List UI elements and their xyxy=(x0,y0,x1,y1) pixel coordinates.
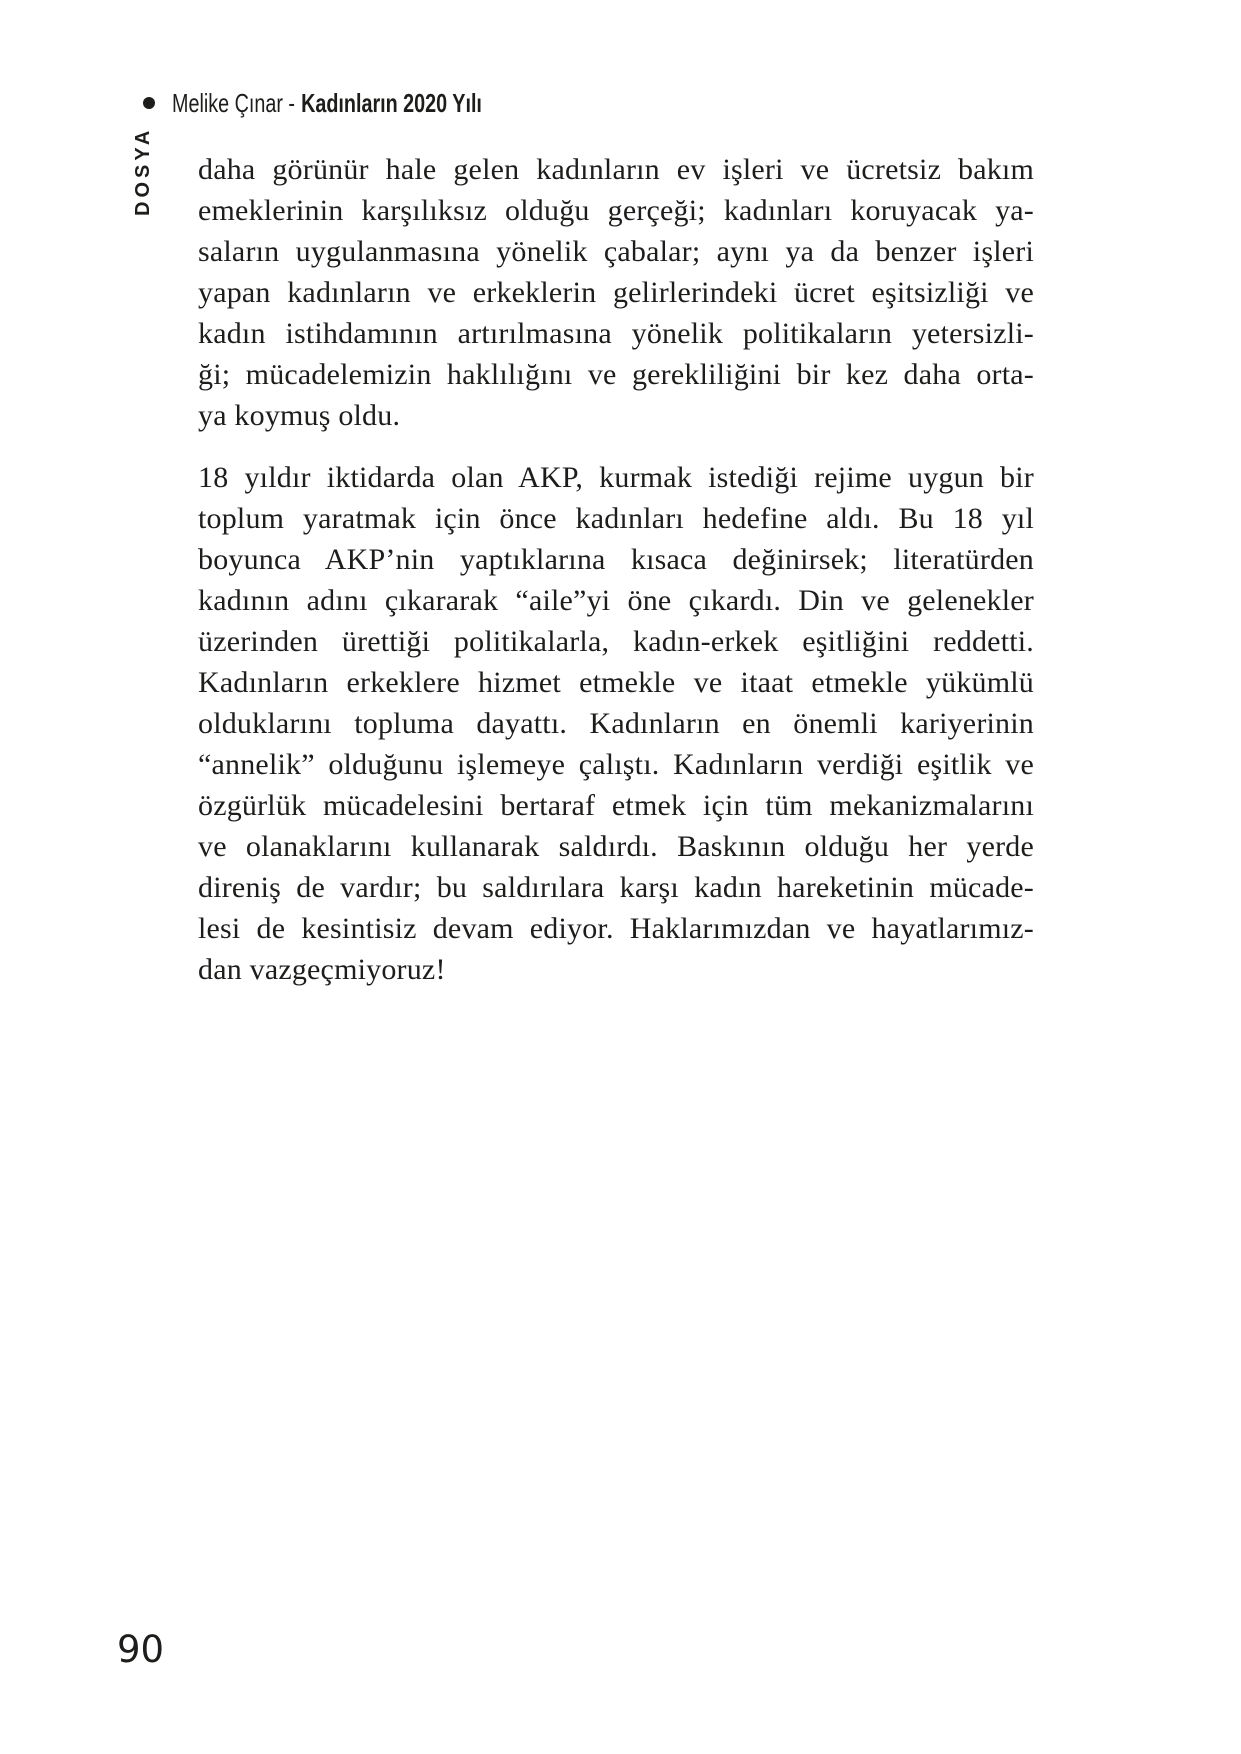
text-line: ya koymuş oldu. xyxy=(198,399,401,432)
text-line: dan vazgeçmiyoruz! xyxy=(198,953,446,986)
article-body xyxy=(198,149,1034,990)
text-line: üzerinden ürettiği politikalarla, kadın-erkek eşitliğini reddetti. xyxy=(198,625,1034,658)
text-line: Kadınların erkeklere hizmet etmekle ve itaat etmekle yükümlü xyxy=(198,666,1034,699)
text-line: kadının adını çıkararak “aile”yi öne çıkardı. Din ve gelenekler xyxy=(198,584,1034,617)
text-line: saların uygulanmasına yönelik çabalar; aynı ya da benzer işleri xyxy=(198,235,1034,268)
text-line: daha görünür hale gelen kadınların ev işleri ve ücretsiz bakım xyxy=(198,153,1034,186)
text-line: lesi de kesintisiz devam ediyor. Haklarımızdan ve hayatlarımız- xyxy=(198,912,1034,945)
text-line: direniş de vardır; bu saldırılara karşı kadın hareketinin mücade- xyxy=(198,871,1034,904)
text-line: emeklerinin karşılıksız olduğu gerçeği; kadınları koruyacak ya- xyxy=(198,194,1034,227)
section-label-dosya: DOSYA xyxy=(132,126,154,216)
text-line: ve olanaklarını kullanarak saldırdı. Baskının olduğu her yerde xyxy=(198,830,1034,863)
paragraph xyxy=(198,149,1034,436)
header-text xyxy=(172,89,482,117)
text-line: boyunca AKP’nin yaptıklarına kısaca değinirsek; literatürden xyxy=(198,543,1034,576)
text-line: toplum yaratmak için önce kadınları hedefine aldı. Bu 18 yıl xyxy=(198,502,1034,535)
text-line: ği; mücadelemizin haklılığını ve gerekliliğini bir kez daha orta- xyxy=(198,358,1034,391)
text-line: yapan kadınların ve erkeklerin gelirlerindeki ücret eşitsizliği ve xyxy=(198,276,1034,309)
text-line: “annelik” olduğunu işlemeye çalıştı. Kadınların verdiği eşitlik ve xyxy=(198,748,1034,781)
author-name: Melike Çınar - xyxy=(172,88,295,118)
text-line: olduklarını topluma dayattı. Kadınların en önemli kariyerinin xyxy=(198,707,1034,740)
bullet-icon xyxy=(143,97,155,109)
text-line: özgürlük mücadelesini bertaraf etmek için tüm mekanizmalarını xyxy=(198,789,1034,822)
text-line: kadın istihdamının artırılmasına yönelik politikaların yetersizli- xyxy=(198,317,1034,350)
text-line: 18 yıldır iktidarda olan AKP, kurmak istediği rejime uygun bir xyxy=(198,461,1034,494)
paragraph xyxy=(198,457,1034,990)
page-number: 90 xyxy=(117,1628,165,1671)
article-header xyxy=(143,89,580,117)
article-title: Kadınların 2020 Yılı xyxy=(301,88,482,118)
